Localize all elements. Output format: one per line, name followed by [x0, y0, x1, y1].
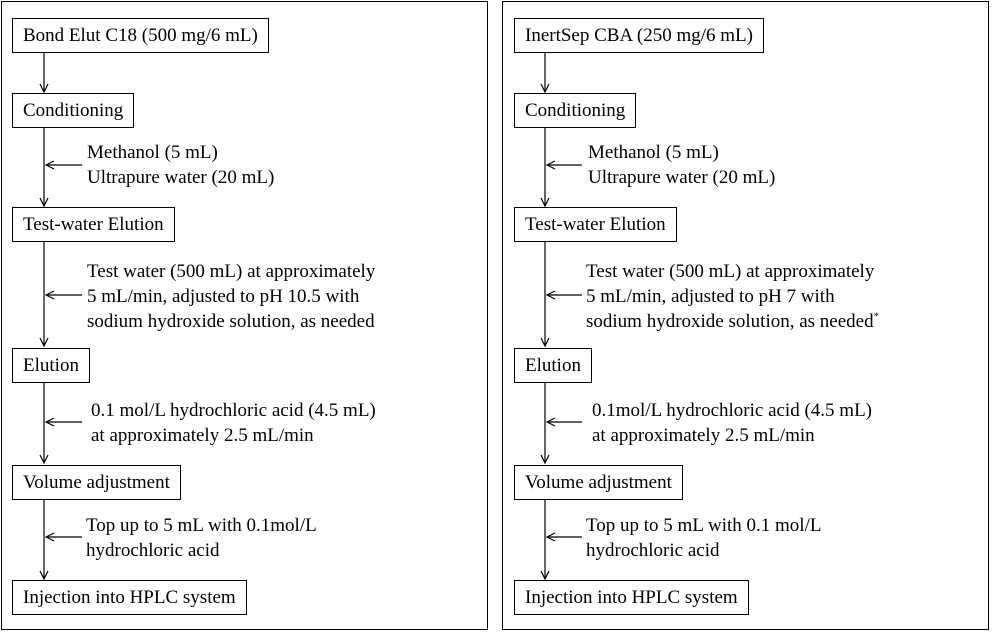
right-note-elution	[592, 398, 872, 448]
right-step-test-water-elution: Test-water Elution	[514, 207, 677, 242]
right-note-elution-line: at approximately 2.5 mL/min	[592, 425, 815, 446]
right-note-test-water-line: Test water (500 mL) at approximately	[586, 261, 875, 282]
right-note-volume-line: Top up to 5 mL with 0.1 mol/L	[586, 515, 822, 536]
left-note-volume-line: Top up to 5 mL with 0.1mol/L	[86, 515, 317, 536]
right-note-test-water-line: 5 mL/min, adjusted to pH 7 with	[586, 286, 835, 307]
right-note-conditioning-line: Methanol (5 mL)	[588, 142, 719, 163]
left-note-test-water	[87, 259, 375, 334]
left-note-elution-line: 0.1 mol/L hydrochloric acid (4.5 mL)	[91, 400, 376, 421]
left-note-volume	[86, 513, 317, 563]
left-note-conditioning	[87, 140, 274, 190]
right-note-conditioning	[588, 140, 775, 190]
right-note-test-water	[586, 259, 879, 334]
left-step-injection: Injection into HPLC system	[12, 580, 247, 615]
left-note-conditioning-line: Methanol (5 mL)	[87, 142, 218, 163]
right-step-elution: Elution	[514, 348, 592, 383]
left-note-volume-line: hydrochloric acid	[86, 540, 220, 561]
left-note-test-water-line: 5 mL/min, adjusted to pH 10.5 with	[87, 286, 360, 307]
right-note-test-water-line	[586, 309, 879, 334]
left-note-test-water-line: sodium hydroxide solution, as needed	[87, 311, 375, 332]
left-step-elution: Elution	[12, 348, 90, 383]
left-step-test-water-elution: Test-water Elution	[12, 207, 175, 242]
left-note-test-water-line: Test water (500 mL) at approximately	[87, 261, 376, 282]
right-step-conditioning: Conditioning	[514, 93, 636, 128]
right-note-conditioning-line: Ultrapure water (20 mL)	[588, 167, 776, 188]
left-note-elution	[91, 398, 376, 448]
right-step-injection: Injection into HPLC system	[514, 580, 749, 615]
right-note-test-water-line-text: sodium hydroxide solution, as needed	[586, 311, 874, 332]
left-step-volume-adjustment: Volume adjustment	[12, 465, 181, 500]
right-step-volume-adjustment: Volume adjustment	[514, 465, 683, 500]
right-note-elution-line: 0.1mol/L hydrochloric acid (4.5 mL)	[592, 400, 872, 421]
left-step-cartridge: Bond Elut C18 (500 mg/6 mL)	[12, 18, 269, 53]
right-note-volume	[586, 513, 821, 563]
left-note-elution-line: at approximately 2.5 mL/min	[91, 425, 314, 446]
right-note-volume-line: hydrochloric acid	[586, 540, 720, 561]
right-step-cartridge: InertSep CBA (250 mg/6 mL)	[514, 18, 764, 53]
footnote-mark: *	[873, 310, 880, 323]
left-step-conditioning: Conditioning	[12, 93, 134, 128]
left-note-conditioning-line: Ultrapure water (20 mL)	[87, 167, 275, 188]
